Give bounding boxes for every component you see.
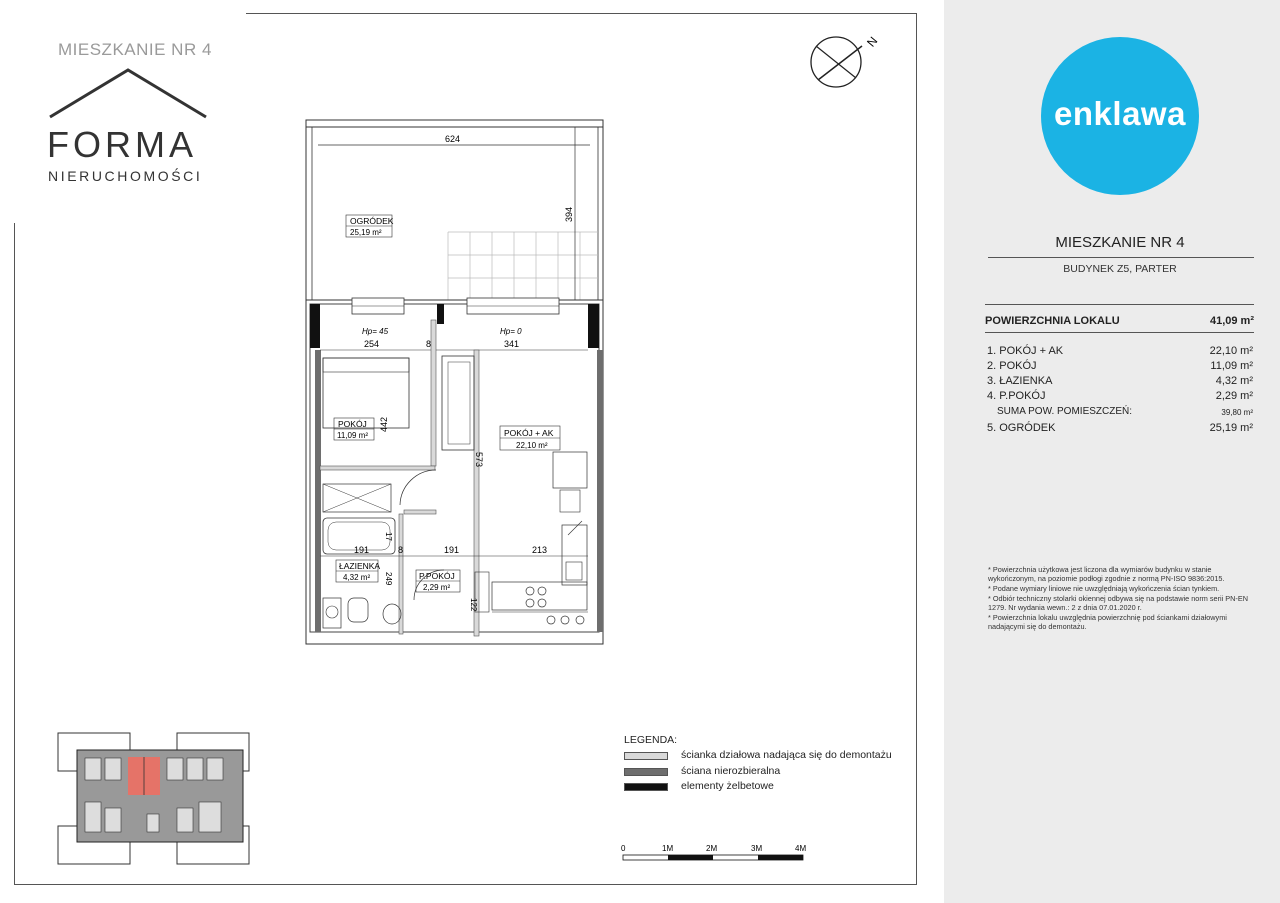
- height-marker-2: Hp= 0: [500, 327, 522, 336]
- dim-122: 122: [469, 598, 478, 612]
- footnote: * Powierzchnia lokalu uwzględnia powierzchnię pod ściankami działowymi nadającymi się do demontażu.: [988, 613, 1227, 631]
- legend-swatch: [624, 768, 668, 776]
- garden-area: 25,19 m²: [350, 228, 382, 237]
- height-marker-1: Hp= 45: [362, 327, 389, 336]
- dim-254: 254: [364, 339, 380, 349]
- legend-swatch: [624, 783, 668, 791]
- room2-label: POKÓJ: [338, 419, 367, 429]
- brand-subtitle: NIERUCHOMOŚCI: [48, 168, 203, 184]
- dim-249: 249: [384, 572, 393, 586]
- dim-8b: 8: [398, 545, 404, 555]
- room1-label: POKÓJ + AK: [504, 428, 554, 438]
- brand-name: FORMA: [47, 124, 197, 165]
- bath-area: 4,32 m²: [343, 573, 371, 582]
- footnote: * Podane wymiary liniowe nie uwzględniają wykończenia ścian tynkiem.: [988, 584, 1220, 593]
- dim-442: 442: [379, 416, 389, 432]
- dim-573: 573: [474, 452, 484, 468]
- dim-8a: 8: [426, 339, 432, 349]
- enklawa-logo-text: enklawa: [1054, 95, 1186, 132]
- dim-394: 394: [564, 206, 574, 222]
- compass-icon: [806, 30, 886, 94]
- room-row: 3. ŁAZIENKA 4,32 m²: [987, 375, 1253, 387]
- room-row: 1. POKÓJ + AK 22,10 m²: [987, 345, 1253, 357]
- apartment-outline: [306, 300, 603, 644]
- floor-plan: [300, 115, 615, 650]
- room1-area: 22,10 m²: [516, 441, 548, 450]
- scale-label-1: 1M: [662, 844, 674, 853]
- room2-area: 11,09 m²: [337, 431, 368, 440]
- legend-swatch: [624, 752, 668, 760]
- footnote: * Odbiór techniczny stolarki okiennej odbywa się na podstawie norm serii PN-EN 1279. Nr wydania wewn.: 2 z dnia 07.01.2020 r.: [988, 594, 1248, 612]
- scale-label-0: 0: [621, 844, 626, 853]
- apartment-subtitle: BUDYNEK Z5, PARTER: [1063, 263, 1177, 275]
- footnote: * Powierzchnia użytkowa jest liczona dla wymiarów budynku w stanie wykończonym, na poziomie podłogi zgodnie z normą PN-ISO 9836:2015.: [988, 565, 1225, 583]
- room-sum-row: SUMA POW. POMIESZCZEŃ: 39,80 m²: [997, 406, 1253, 417]
- garden-outline: [306, 120, 603, 300]
- hall-area: 2,29 m²: [423, 583, 451, 592]
- dim-17: 17: [384, 532, 393, 541]
- dim-191b: 191: [444, 545, 460, 555]
- hall-label: P.POKÓJ: [419, 571, 455, 581]
- divider: [985, 332, 1254, 333]
- faded-apartment-title: MIESZKANIE NR 4: [58, 40, 212, 59]
- dim-341: 341: [504, 339, 520, 349]
- roof-logo-icon: [44, 62, 214, 122]
- scale-label-4: 4M: [795, 844, 807, 853]
- dim-191a: 191: [354, 545, 370, 555]
- legend-title: LEGENDA:: [624, 734, 678, 746]
- total-area-label: POWIERZCHNIA LOKALU: [985, 315, 1120, 327]
- scale-label-3: 3M: [751, 844, 763, 853]
- compass-north-label: N: [864, 33, 881, 50]
- garden-label: OGRÓDEK: [350, 216, 394, 226]
- key-plan: [55, 730, 265, 868]
- room-row: 4. P.POKÓJ 2,29 m²: [987, 390, 1253, 402]
- divider: [988, 257, 1254, 258]
- room-row: 2. POKÓJ 11,09 m²: [987, 360, 1253, 372]
- garden-row: 5. OGRÓDEK 25,19 m²: [987, 422, 1253, 434]
- total-area-value: 41,09 m²: [1209, 315, 1254, 327]
- dim-213: 213: [532, 545, 548, 555]
- enklawa-logo: [1041, 37, 1199, 195]
- scale-label-2: 2M: [706, 844, 718, 853]
- dim-624: 624: [445, 134, 461, 144]
- apartment-title: MIESZKANIE NR 4: [1055, 234, 1185, 251]
- bath-label: ŁAZIENKA: [339, 561, 381, 571]
- scale-bar: [620, 842, 820, 864]
- divider: [985, 304, 1254, 305]
